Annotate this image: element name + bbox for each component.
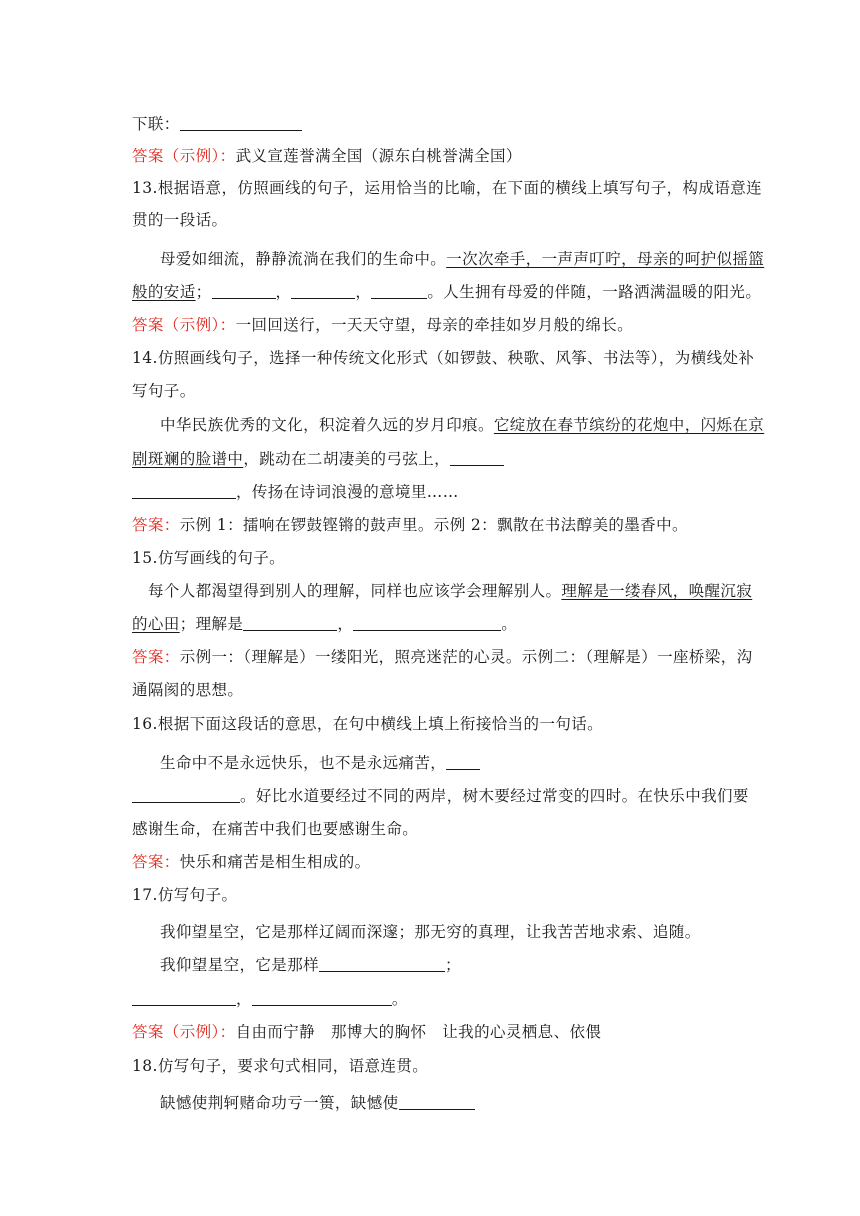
question-13-passage-2: 般的安适； ， ， 。人生拥有母爱的伴随，一路洒满温暖的阳光。 — [132, 283, 762, 301]
underlined-sentence: 般的安适 — [132, 283, 196, 301]
underlined-sentence: 剧斑斓的脸谱中 — [132, 450, 244, 468]
question-15-line-1: 15.仿写画线的句子。 — [132, 549, 286, 567]
answer-label: 答案： — [132, 516, 180, 534]
question-15-passage-2: 的心田；理解是 ， 。 — [132, 615, 518, 633]
answer-17: 答案（示例）：自由而宁静 那博大的胸怀 让我的心灵栖息、依偎 — [132, 1023, 602, 1041]
underlined-sentence: 的心田 — [132, 615, 180, 633]
answer-label: 答案（示例）： — [132, 316, 236, 334]
question-17-line-1: 17.仿写句子。 — [132, 886, 238, 904]
question-14-line-1: 14.仿照画线句子，选择一种传统文化形式（如锣鼓、秧歌、风筝、书法等），为横线处补 — [132, 349, 755, 367]
answer-16: 答案：快乐和痛苦是相生相成的。 — [132, 853, 371, 871]
underlined-sentence: 一次次牵手，一声声叮咛，母亲的呵护似摇篮 — [446, 250, 765, 268]
question-16-passage-2: 。好比水道要经过不同的两岸，树木要经过常变的四时。在快乐中我们要 — [132, 785, 749, 807]
question-16-passage-1: 生命中不是永远快乐，也不是永远痛苦， — [160, 752, 480, 774]
answer-blank — [132, 787, 240, 803]
answer-blank — [446, 754, 480, 770]
underlined-sentence: 理解是一缕春风，唤醒沉寂 — [561, 582, 753, 600]
answer-blank — [243, 615, 337, 631]
answer-blank — [252, 990, 392, 1006]
question-16-passage-3: 感谢生命，在痛苦中我们也要感谢生命。 — [132, 820, 419, 838]
answer-13: 答案（示例）：一回回送行，一天天守望，母亲的牵挂如岁月般的绵长。 — [132, 316, 634, 334]
question-14-passage-3: ，传扬在诗词浪漫的意境里…… — [132, 481, 459, 503]
answer-blank — [212, 283, 276, 299]
question-18-passage-1: 缺憾使荆轲赌命功亏一篑，缺憾使 — [160, 1092, 475, 1114]
question-13-line-1: 13.根据语意，仿照画线的句子，运用恰当的比喻，在下面的横线上填写句子，构成语意连 — [132, 179, 763, 197]
question-18-line-1: 18.仿写句子，要求句式相同，语意连贯。 — [132, 1057, 429, 1075]
answer-15-line-1: 答案：示例一：（理解是）一缕阳光，照亮迷茫的心灵。示例二：（理解是）一座桥梁，沟 — [132, 648, 753, 666]
answer-label: 答案（示例）： — [132, 1023, 236, 1041]
answer-blank — [132, 483, 236, 499]
answer-blank — [132, 990, 236, 1006]
answer-14: 答案：示例 1：擂响在锣鼓铿锵的鼓声里。示例 2：飘散在书法醇美的墨香中。 — [132, 516, 688, 534]
question-14-passage-2: 剧斑斓的脸谱中，跳动在二胡凄美的弓弦上， — [132, 448, 504, 470]
question-13-passage-1: 母爱如细流，静静流淌在我们的生命中。一次次牵手，一声声叮咛，母亲的呵护似摇篮 — [160, 250, 765, 268]
answer-blank — [319, 956, 445, 972]
answer-label: 答案（示例）： — [132, 147, 236, 165]
couplet-line: 下联： — [132, 113, 302, 135]
answer-blank — [399, 1094, 475, 1110]
underlined-sentence: 它绽放在春节缤纷的花炮中，闪烁在京 — [493, 416, 765, 434]
question-17-example: 我仰望星空，它是那样辽阔而深邃；那无穷的真理，让我苦苦地求索、追随。 — [160, 923, 701, 941]
question-16-line-1: 16.根据下面这段话的意思，在句中横线上填上衔接恰当的一句话。 — [132, 715, 604, 733]
answer-label: 答案： — [132, 648, 180, 666]
question-14-passage-1: 中华民族优秀的文化，积淀着久远的岁月印痕。它绽放在春节缤纷的花炮中，闪烁在京 — [160, 416, 765, 434]
answer-blank — [291, 283, 355, 299]
question-15-passage-1: 每个人都渴望得到别人的理解，同样也应该学会理解别人。理解是一缕春风，唤醒沉寂 — [148, 582, 753, 600]
answer-label: 答案： — [132, 853, 180, 871]
answer-blank — [371, 283, 427, 299]
question-17-passage-2: 我仰望星空，它是那样 ； — [160, 956, 461, 974]
answer-blank — [180, 115, 302, 131]
question-17-passage-3: ， 。 — [132, 988, 408, 1010]
answer-12: 答案（示例）：武义宣莲誉满全国（源东白桃誉满全国） — [132, 147, 522, 165]
answer-blank — [450, 450, 504, 466]
answer-15-line-2: 通隔阂的思想。 — [132, 681, 244, 699]
question-14-line-2: 写句子。 — [132, 382, 196, 400]
answer-blank — [353, 615, 501, 631]
question-13-line-2: 贯的一段话。 — [132, 211, 228, 229]
